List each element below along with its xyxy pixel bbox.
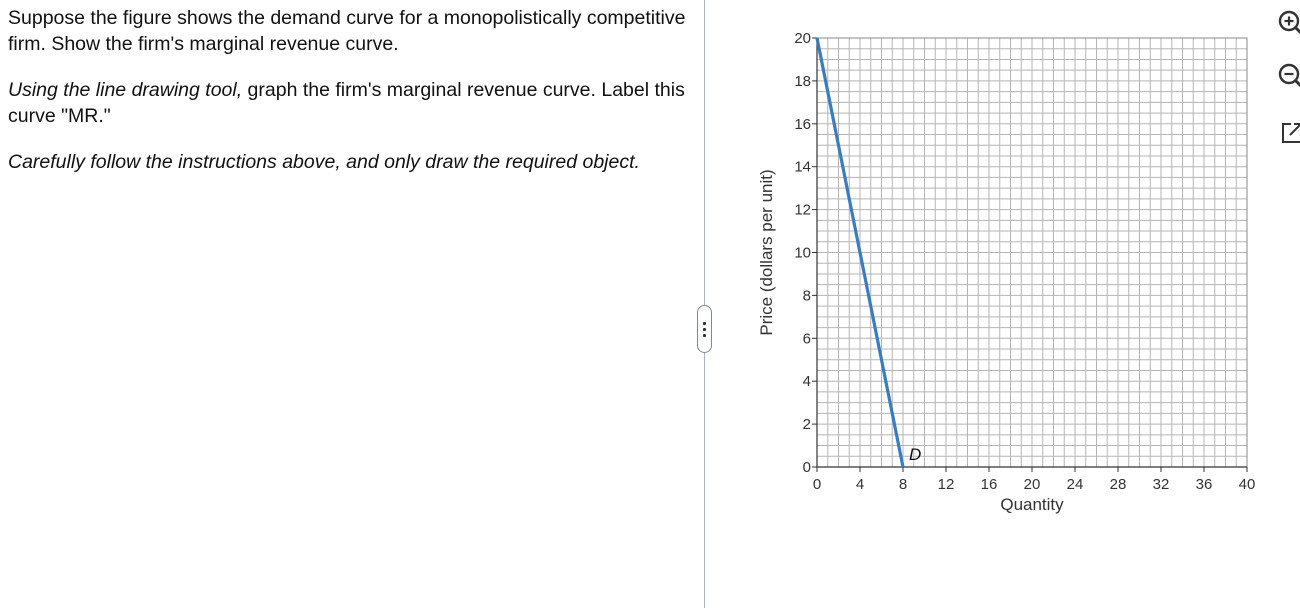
handle-dot <box>703 322 706 325</box>
popout-button[interactable] <box>1277 118 1300 148</box>
y-tick-label: 0 <box>802 459 811 476</box>
y-tick-label: 6 <box>802 330 811 348</box>
x-axis-label: Quantity <box>1000 495 1064 514</box>
caution-text: Carefully follow the instructions above, and only draw the required object. <box>8 151 640 173</box>
popout-icon <box>1277 118 1300 148</box>
zoom-out-icon <box>1277 62 1300 92</box>
x-tick-label: 8 <box>898 476 908 493</box>
question-instruction <box>8 77 688 129</box>
y-tick-label: 14 <box>794 158 811 176</box>
handle-dot <box>703 334 706 337</box>
x-tick-label: 4 <box>855 476 865 493</box>
x-tick-label: 36 <box>1195 476 1213 493</box>
zoom-in-icon <box>1277 9 1300 39</box>
x-tick-label: 24 <box>1066 476 1084 493</box>
y-tick-label: 10 <box>794 244 811 262</box>
x-tick-label: 20 <box>1023 476 1041 493</box>
y-axis-label: Price (dollars per unit) <box>757 169 776 336</box>
x-tick-label: 32 <box>1152 476 1170 493</box>
question-intro: Suppose the figure shows the demand curve for a monopolistically competitive firm. Show the firm's marginal revenue curve. <box>8 7 686 55</box>
question-text <box>8 5 688 195</box>
y-tick-label: 2 <box>802 416 811 434</box>
y-tick-label: 16 <box>794 115 811 133</box>
instruction-rest: graph the firm's marginal revenue curve. Label this curve "MR." <box>8 79 685 127</box>
y-tick-label: 18 <box>794 72 811 90</box>
panel-resize-handle[interactable] <box>697 305 712 353</box>
x-tick-label: 40 <box>1238 476 1256 493</box>
zoom-in-button[interactable] <box>1277 9 1300 39</box>
x-tick-label: 0 <box>812 476 822 493</box>
x-tick-label: 12 <box>937 476 955 493</box>
zoom-out-button[interactable] <box>1277 62 1300 92</box>
y-tick-label: 8 <box>802 287 811 305</box>
y-tick-label: 20 <box>794 30 811 47</box>
question-caution <box>8 149 688 175</box>
panel-divider[interactable] <box>704 0 705 608</box>
y-tick-label: 4 <box>802 373 811 391</box>
x-tick-label: 28 <box>1109 476 1127 493</box>
y-tick-label: 12 <box>794 201 811 219</box>
instruction-italic: Using the line drawing tool, <box>8 79 243 101</box>
graph-area[interactable] <box>740 20 1270 530</box>
x-tick-label: 16 <box>980 476 998 493</box>
demand-curve-label: D <box>909 445 922 464</box>
handle-dot <box>703 328 706 331</box>
